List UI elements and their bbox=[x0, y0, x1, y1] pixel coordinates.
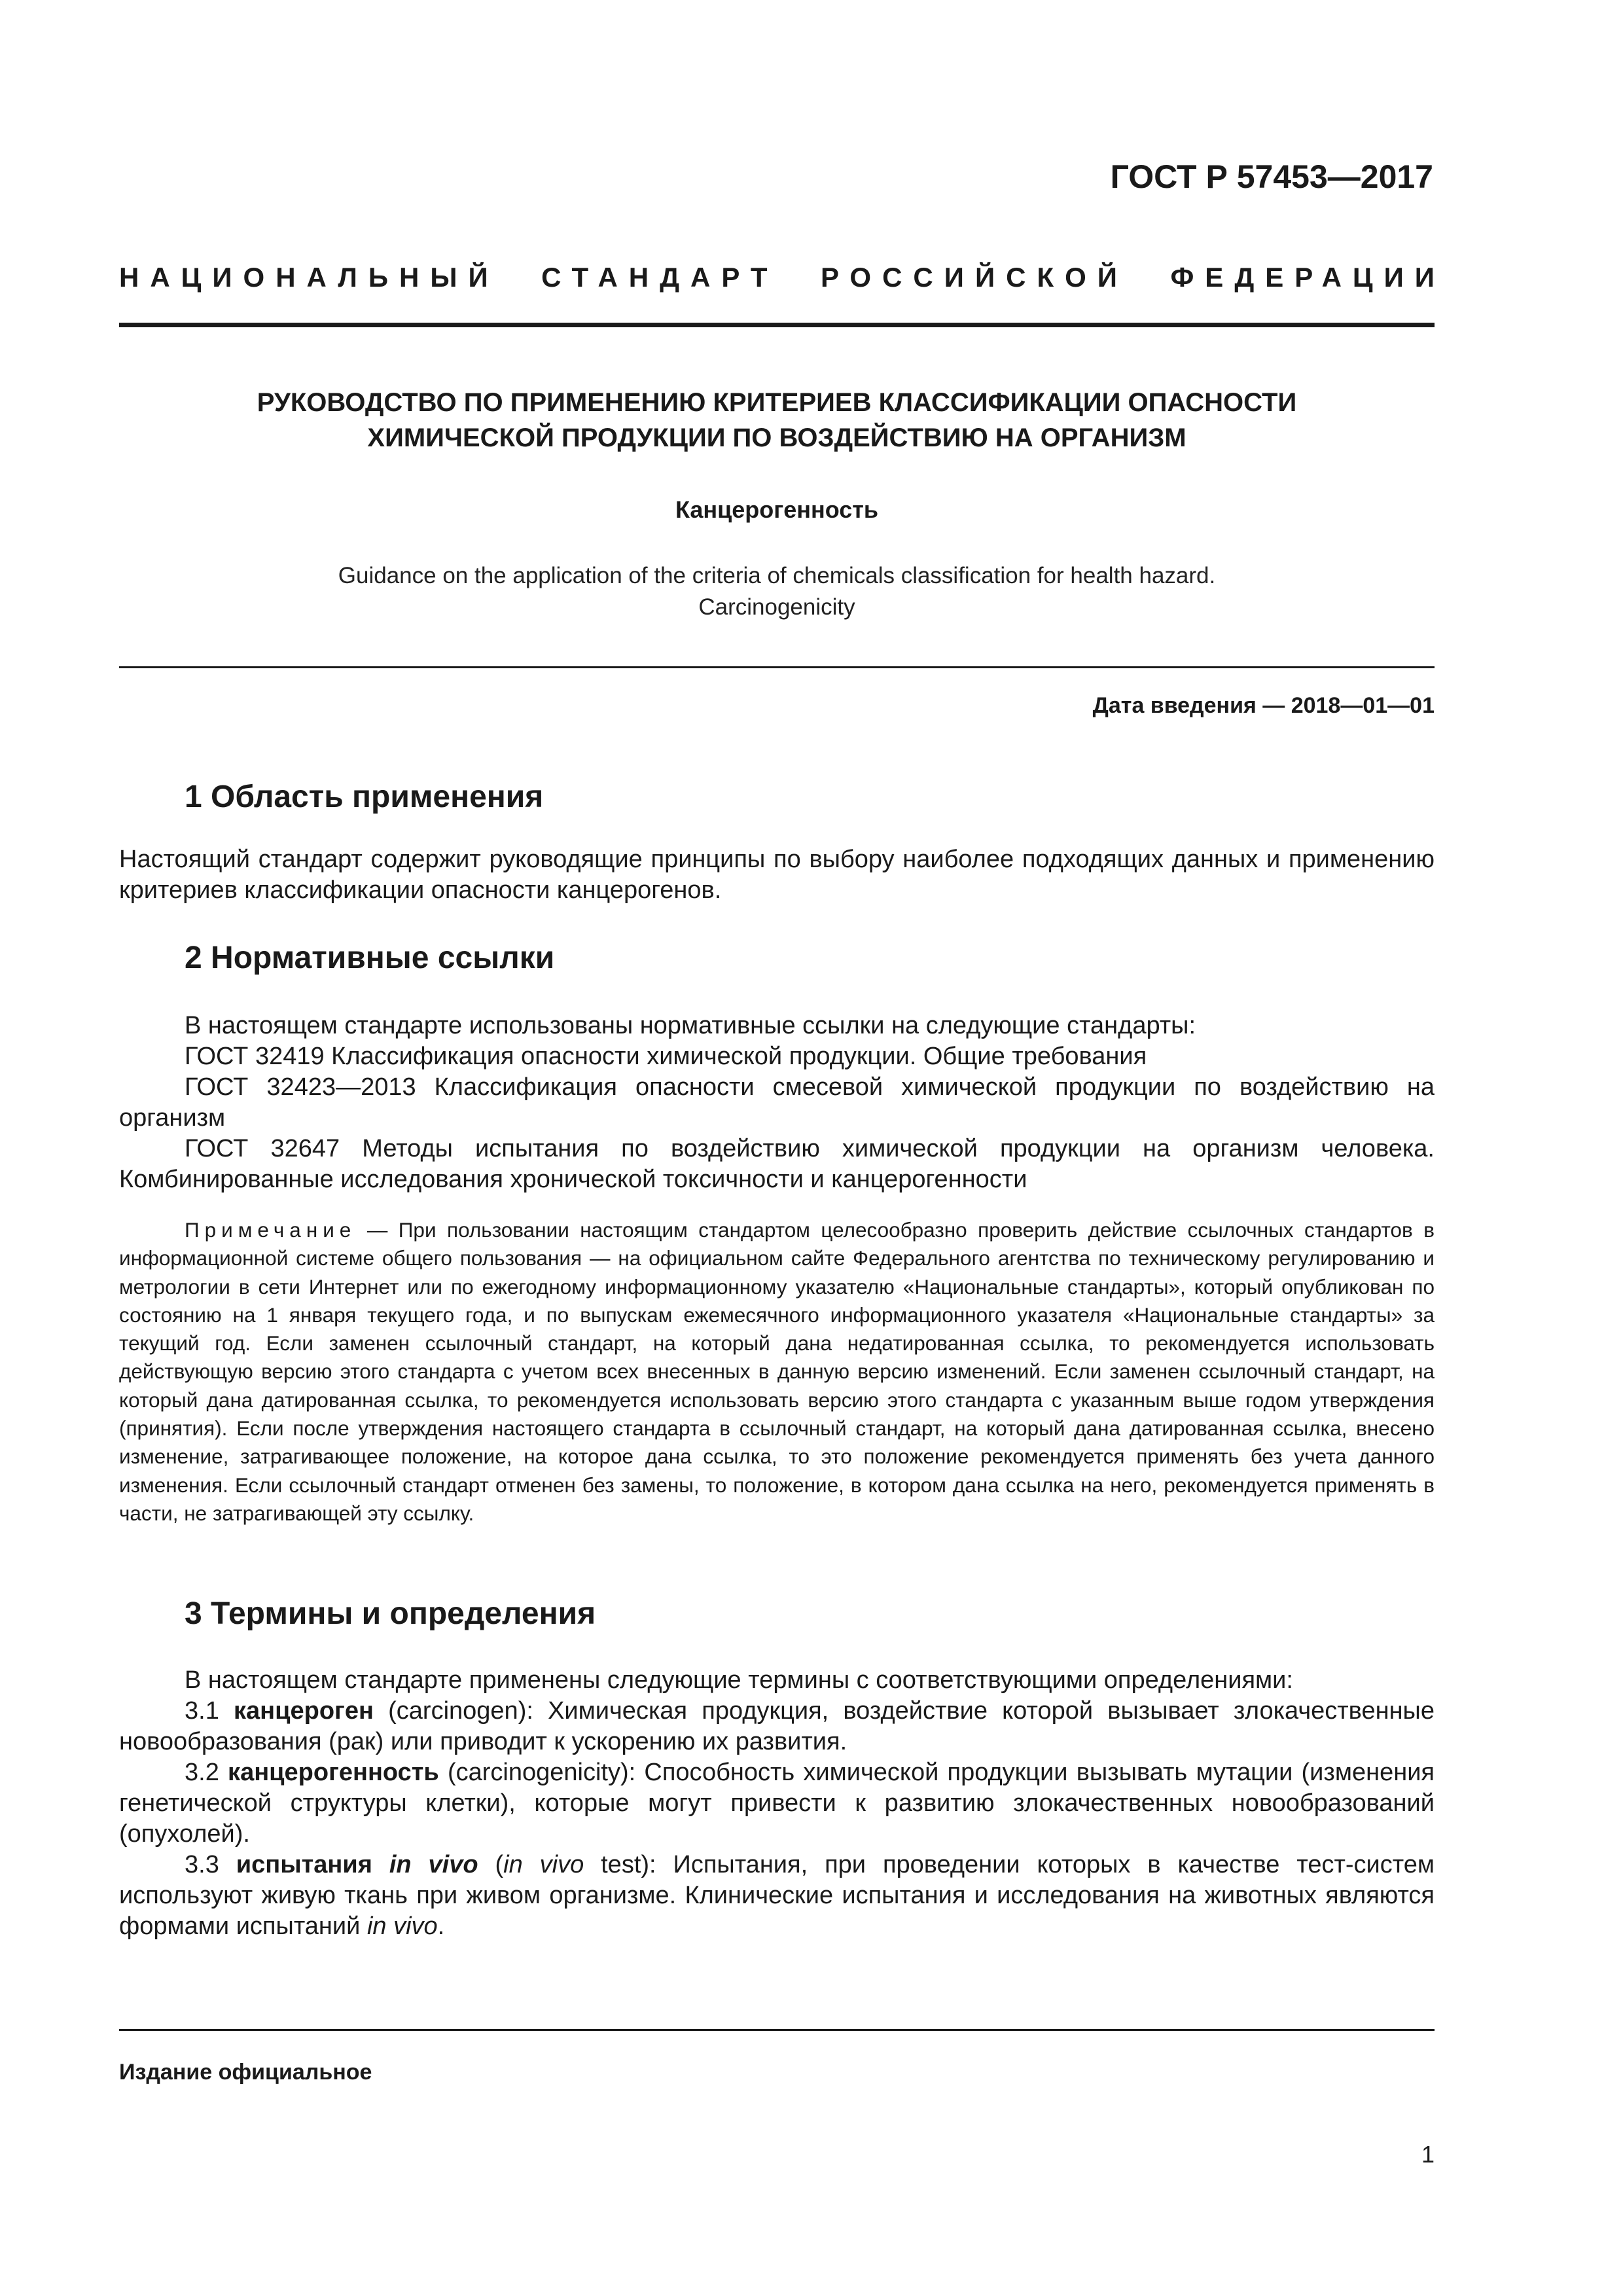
term-text: . bbox=[437, 1912, 445, 1940]
term-definition bbox=[119, 1696, 1435, 1757]
term-number: 3.1 bbox=[185, 1697, 219, 1725]
note-label: Примечание bbox=[185, 1218, 357, 1242]
title-line: РУКОВОДСТВО ПО ПРИМЕНЕНИЮ КРИТЕРИЕВ КЛАССИФИКАЦИИ ОПАСНОСТИ bbox=[257, 388, 1297, 417]
section-heading: 1 Область применения bbox=[185, 780, 544, 814]
term-definition bbox=[119, 1757, 1435, 1850]
title-line: ХИМИЧЕСКОЙ ПРОДУКЦИИ ПО ВОЗДЕЙСТВИЮ НА ОРГАНИЗМ bbox=[367, 423, 1186, 452]
term-definition bbox=[119, 1850, 1435, 1942]
references-intro: В настоящем стандарте использованы нормативные ссылки на следующие стандарты: bbox=[185, 1012, 1196, 1039]
term-text-italic: in vivo bbox=[366, 1912, 438, 1940]
english-title-line: Guidance on the application of the criteria of chemicals classification for health hazard. bbox=[338, 563, 1216, 588]
national-standard-title bbox=[119, 259, 1446, 296]
national-title-word: СТАНДАРТ bbox=[541, 262, 779, 293]
term-text: (carcinogen): Химическая продукция, воздействие которой вызывает злокачественные новообразования (рак) или приводит к ускорению их развития. bbox=[119, 1697, 1435, 1755]
note-paragraph bbox=[119, 1216, 1435, 1528]
footer-divider bbox=[119, 2029, 1435, 2031]
page-number: 1 bbox=[1421, 2141, 1435, 2168]
term-name-italic: in vivo bbox=[389, 1851, 478, 1878]
term-text: (carcinogenicity): Способность химической продукции вызывать мутации (изменения генетической структуры клетки), которые могут привести к развитию злокачественных новообразований (опухолей). bbox=[119, 1759, 1435, 1848]
national-title-word: НАЦИОНАЛЬНЫЙ bbox=[119, 262, 499, 293]
document-number: ГОСТ Р 57453—2017 bbox=[1110, 158, 1433, 195]
term-text: test): Испытания, при проведении которых в качестве тест-систем используют живую ткань при живом организме. Клинические испытания и исследования на животных являются формами испытаний bbox=[119, 1851, 1435, 1940]
note-text: — При пользовании настоящим стандартом целесообразно проверить действие ссылочных стандартов в информационной системе общего пользования — на официальном сайте Федерального агентства по техническому регулированию и метрологии в сети Интернет или по ежегодному информационному указателю «Национальные стандарты», который опубликован по состоянию на 1 января текущего года, и по выпускам ежемесячного информационного указателя «Национальные стандарты» за текущий год. Если заменен ссылочный стандарт, на который дана недатированная ссылка, то рекомендуется использовать действующую версию этого стандарта с учетом всех внесенных в данную версию изменений. Если заменен ссылочный стандарт, на который дана датированная ссылка, то рекомендуется использовать версию этого стандарта с указанным выше годом утверждения (принятия). Если после утверждения настоящего стандарта в ссылочный стандарт, на который дана датированная ссылка, внесено изменение, затрагивающее положение, на которое дана ссылка, то это положение рекомендуется применять без учета данного изменения. Если ссылочный стандарт отменен без замены, то положение, в котором дана ссылка на него, рекомендуется применять в части, не затрагивающей эту ссылку. bbox=[119, 1218, 1435, 1525]
term-name: канцероген bbox=[234, 1697, 374, 1725]
introduction-date: Дата введения — 2018—01—01 bbox=[1092, 693, 1435, 718]
term-text: ( bbox=[478, 1851, 504, 1878]
section-paragraph bbox=[119, 844, 1435, 906]
paragraph-text: Настоящий стандарт содержит руководящие принципы по выбору наиболее подходящих данных и применению критериев классификации опасности канцерогенов. bbox=[119, 846, 1435, 904]
english-title-line: Carcinogenicity bbox=[698, 594, 855, 620]
document-title bbox=[119, 385, 1435, 456]
header-divider bbox=[119, 323, 1435, 327]
document-subtitle: Канцерогенность bbox=[675, 496, 879, 523]
national-title-word: ФЕДЕРАЦИИ bbox=[1170, 262, 1446, 293]
title-divider bbox=[119, 666, 1435, 668]
term-name: испытания bbox=[236, 1851, 389, 1878]
reference-item: ГОСТ 32423—2013 Классификация опасности смесевой химической продукции по воздействию на организм bbox=[119, 1073, 1435, 1132]
reference-item: ГОСТ 32647 Методы испытания по воздействию химической продукции на организм человека. Комбинированные исследования хронической токсичности и канцерогенности bbox=[119, 1135, 1435, 1193]
term-text-italic: in vivo bbox=[503, 1851, 584, 1878]
term-number: 3.2 bbox=[185, 1759, 219, 1786]
section-heading: 2 Нормативные ссылки bbox=[185, 941, 555, 975]
terms-intro: В настоящем стандарте применены следующие термины с соответствующими определениями: bbox=[185, 1666, 1293, 1694]
national-title-word: РОССИЙСКОЙ bbox=[820, 262, 1128, 293]
english-title bbox=[119, 560, 1435, 623]
section-heading: 3 Термины и определения bbox=[185, 1596, 596, 1631]
term-name: канцерогенность bbox=[228, 1759, 439, 1786]
term-number: 3.3 bbox=[185, 1851, 219, 1878]
reference-item: ГОСТ 32419 Классификация опасности химической продукции. Общие требования bbox=[185, 1043, 1147, 1070]
official-edition-label: Издание официальное bbox=[119, 2060, 372, 2085]
